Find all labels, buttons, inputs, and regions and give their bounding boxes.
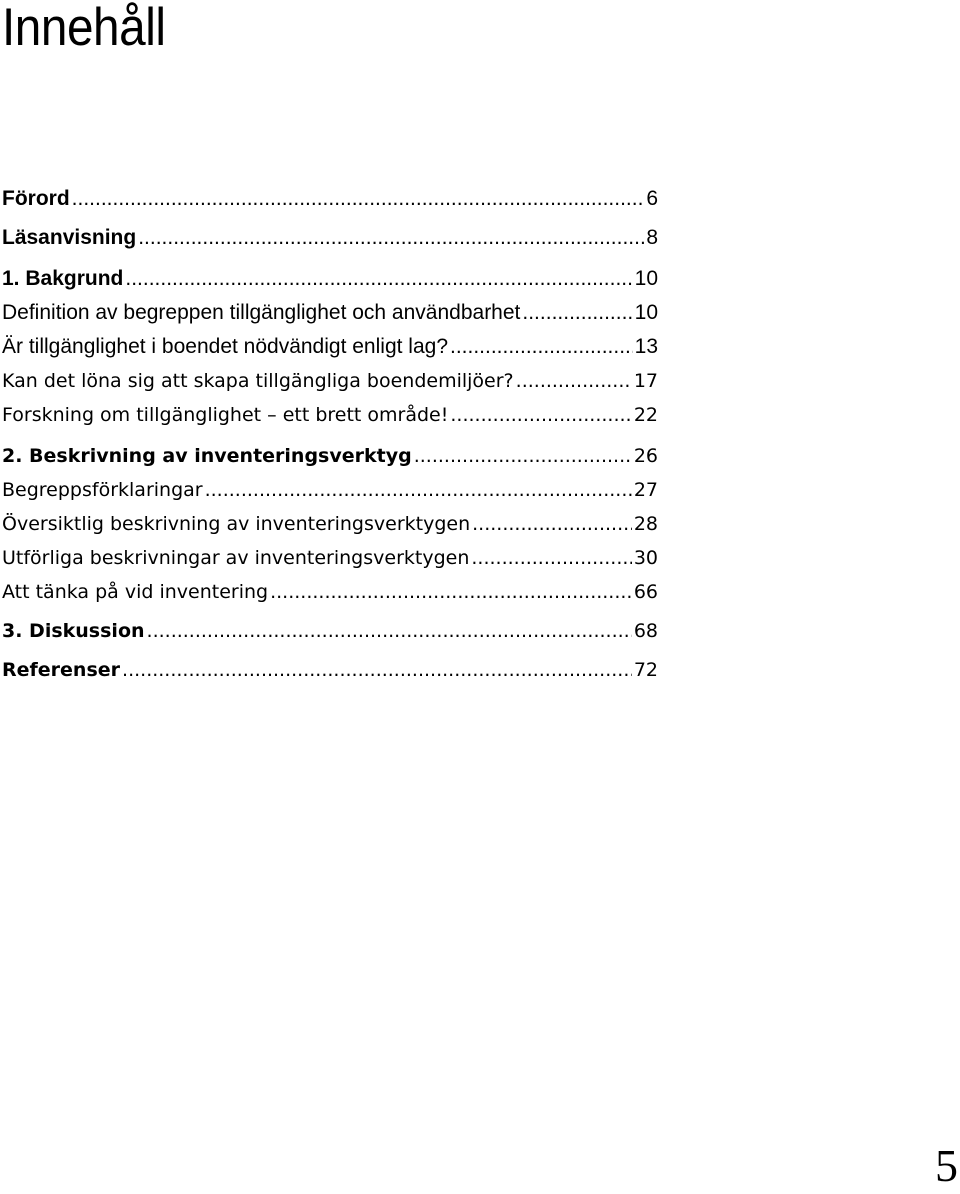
toc-entry-forskning[interactable]	[2, 398, 658, 432]
toc-entry-label: Förord	[2, 187, 70, 210]
toc-entry-bakgrund[interactable]	[2, 262, 658, 296]
toc-entry-beskrivning[interactable]	[2, 439, 658, 473]
toc-dot-leader	[472, 507, 632, 541]
toc-entry-page: 27	[633, 479, 658, 501]
toc-dot-leader	[450, 398, 631, 432]
toc-dot-leader	[471, 541, 631, 575]
toc-dot-leader	[205, 473, 632, 507]
toc-entry-utforliga[interactable]	[2, 541, 658, 575]
toc-entry-label: Forskning om tillgänglighet – ett brett område!	[2, 404, 449, 426]
toc-entry-att-tanka[interactable]	[2, 575, 658, 609]
toc-entry-page: 10	[634, 267, 658, 290]
toc-entry-diskussion[interactable]	[2, 614, 658, 648]
toc-entry-label: Översiktlig beskrivning av inventeringsverktygen	[2, 513, 471, 535]
toc-entry-lasanvisning[interactable]	[2, 221, 658, 255]
toc-entry-page: 8	[646, 226, 658, 249]
toc-entry-referenser[interactable]	[2, 653, 658, 687]
toc-dot-leader	[450, 330, 633, 364]
toc-dot-leader	[72, 182, 645, 216]
toc-dot-leader	[125, 262, 632, 296]
toc-entry-lona-sig[interactable]	[2, 364, 658, 398]
toc-entry-page: 17	[633, 370, 658, 392]
toc-dot-leader	[147, 614, 632, 648]
toc-entry-begreppsforklaringar[interactable]	[2, 473, 658, 507]
toc-entry-page: 72	[633, 659, 658, 681]
toc-entry-page: 66	[633, 581, 658, 603]
toc-entry-label: Att tänka på vid inventering	[2, 581, 269, 603]
toc-entry-definition[interactable]	[2, 296, 658, 330]
toc-dot-leader	[414, 439, 632, 473]
toc-entry-page: 26	[633, 445, 658, 467]
toc-entry-label: Läsanvisning	[2, 226, 137, 249]
page-title: Innehåll	[2, 0, 166, 57]
toc-entry-label: Begreppsförklaringar	[2, 479, 203, 501]
toc-entry-label: Utförliga beskrivningar av inventeringsverktygen	[2, 547, 470, 569]
toc-entry-page: 68	[633, 620, 658, 642]
toc-entry-page: 22	[633, 404, 658, 426]
toc-entry-page: 30	[633, 547, 658, 569]
toc-dot-leader	[270, 575, 632, 609]
toc-entry-oversiktlig[interactable]	[2, 507, 658, 541]
toc-dot-leader	[122, 653, 632, 687]
page-number: 5	[935, 1140, 958, 1191]
toc-entry-page: 10	[634, 301, 658, 324]
toc-dot-leader	[516, 364, 632, 398]
toc-entry-label: 2. Beskrivning av inventeringsverktyg	[2, 445, 412, 467]
toc-entry-page: 28	[633, 513, 658, 535]
toc-entry-label: 1. Bakgrund	[2, 267, 124, 290]
toc-dot-leader	[138, 221, 644, 255]
toc-entry-label: Är tillgänglighet i boendet nödvändigt enligt lag?	[2, 335, 448, 358]
toc-entry-page: 6	[646, 187, 658, 210]
toc-entry-lag[interactable]	[2, 330, 658, 364]
toc-entry-label: 3. Diskussion	[2, 620, 145, 642]
toc-dot-leader	[522, 296, 632, 330]
toc-entry-label: Kan det löna sig att skapa tillgängliga boendemiljöer?	[2, 370, 514, 392]
toc-entry-page: 13	[634, 335, 658, 358]
toc-entry-label: Referenser	[2, 659, 121, 681]
toc-entry-label: Definition av begreppen tillgänglighet och användbarhet	[2, 301, 521, 324]
toc-entry-forord[interactable]	[2, 182, 658, 216]
